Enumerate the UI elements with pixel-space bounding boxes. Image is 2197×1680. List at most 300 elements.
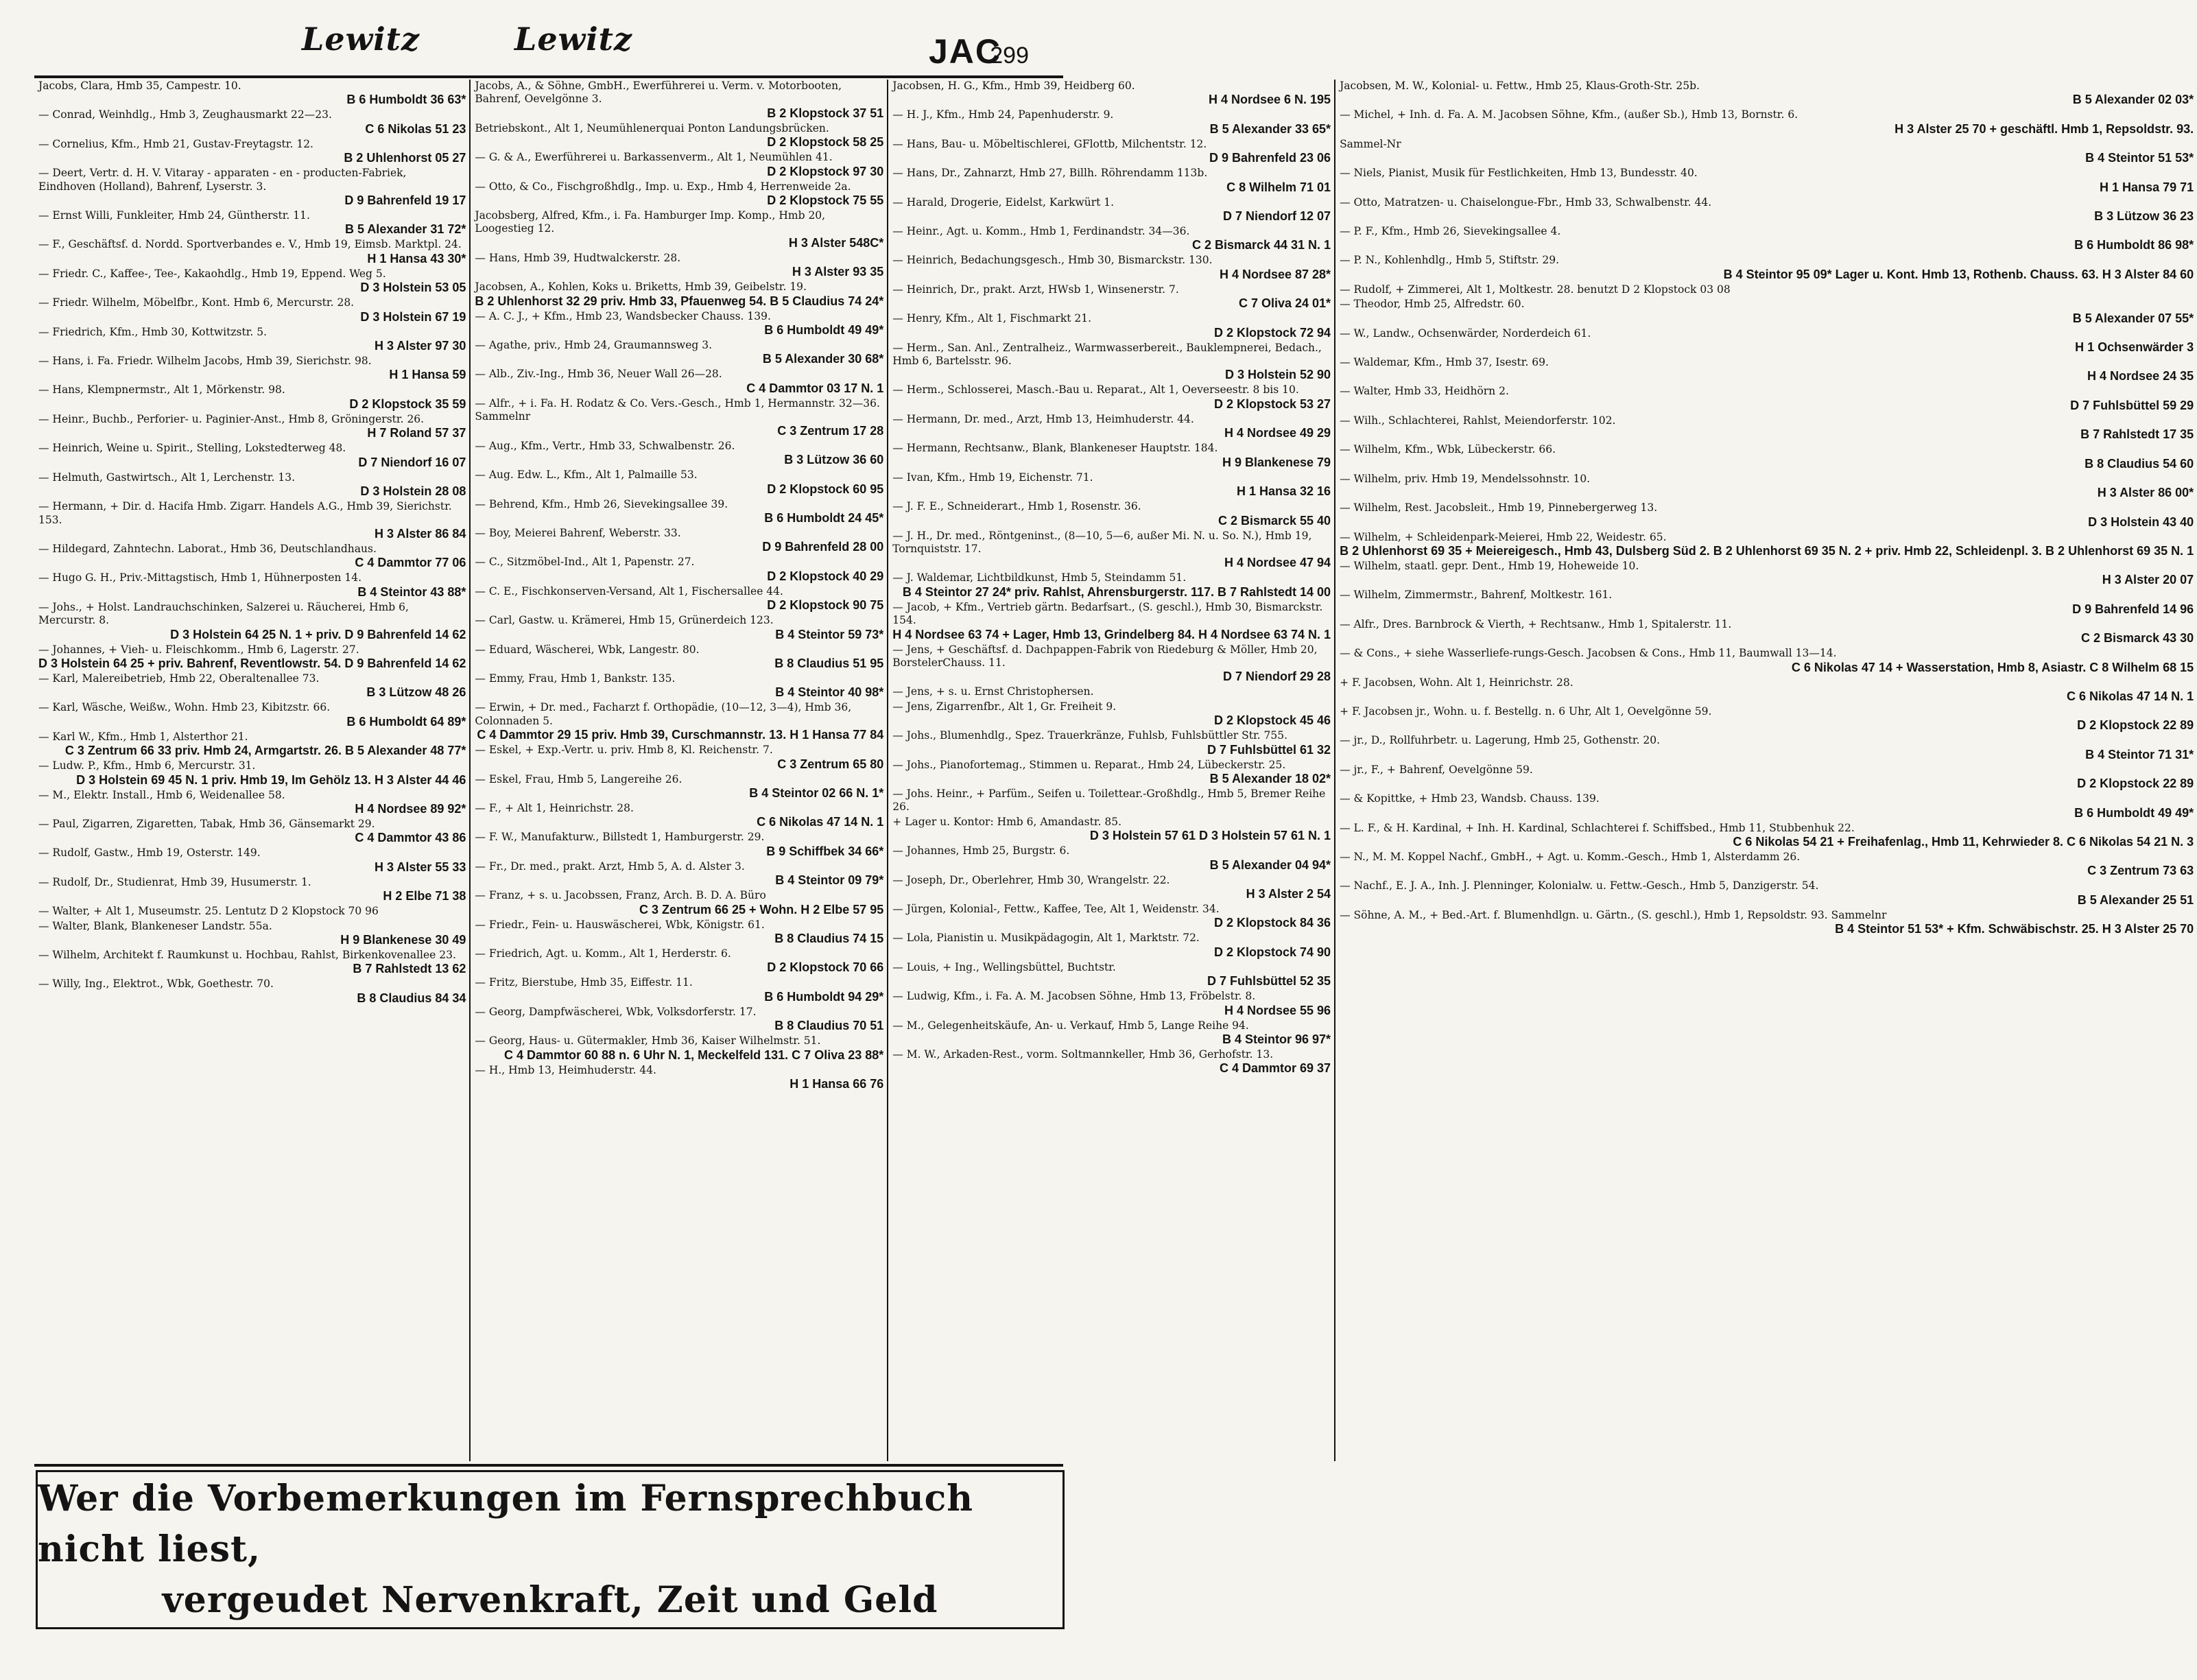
entry-text: + F. Jacobsen, Wohn. Alt 1, Heinrichstr. 28.	[1340, 676, 1573, 689]
directory-entry	[475, 1006, 883, 1033]
directory-column	[888, 80, 1335, 1461]
entry-text: — Walter, Blank, Blankeneser Landstr. 55a.	[38, 919, 272, 932]
phone-number: B 5 Alexander 31 72*	[344, 222, 466, 237]
directory-entry	[892, 342, 1331, 383]
section-code: JAC	[928, 32, 1001, 71]
directory-entry	[1340, 414, 2194, 442]
phone-number: B 5 Alexander 07 55*	[2072, 311, 2194, 325]
phone-number: C 4 Dammtor 69 37	[1219, 1061, 1331, 1076]
directory-entry	[38, 701, 466, 729]
phone-number: H 1 Ochsenwärder 3	[2075, 340, 2194, 355]
entry-text: — Johannes, Hmb 25, Burgstr. 6.	[892, 844, 1070, 857]
directory-entry	[475, 151, 883, 178]
directory-entry	[1340, 676, 2194, 704]
directory-entry	[475, 614, 883, 641]
phone-number: D 2 Klopstock 74 90	[1213, 945, 1331, 959]
phone-number: C 6 Nikolas 51 23	[365, 121, 466, 136]
directory-column	[471, 80, 888, 1461]
entry-text: — C., Sitzmöbel-Ind., Alt 1, Papenstr. 27.	[475, 556, 695, 569]
phone-number: D 3 Holstein 64 25 + priv. Bahrenf, Reventlowstr. 54. D 9 Bahrenfeld 14 62	[38, 656, 466, 670]
directory-entry	[38, 355, 466, 382]
phone-number: H 1 Hansa 32 16	[1236, 484, 1331, 499]
directory-entry	[38, 920, 466, 947]
phone-number: D 3 Holstein 28 08	[360, 484, 466, 499]
entry-text: — H. J., Kfm., Hmb 24, Papenhuderstr. 9.	[892, 108, 1114, 121]
directory-entry	[1340, 879, 2194, 907]
directory-entry	[892, 700, 1331, 728]
entry-text: — Heinr., Agt. u. Komm., Hmb 1, Ferdinandstr. 34—36.	[892, 225, 1190, 238]
entry-text: — Hans, i. Fa. Friedr. Wilhelm Jacobs, Hmb 39, Sierichstr. 98.	[38, 355, 372, 368]
entry-text: — Johs., Pianofortemag., Stimmen u. Reparat., Hmb 24, Lübeckerstr. 25.	[892, 758, 1286, 771]
entry-text: — Wilhelm, Architekt f. Raumkunst u. Hochbau, Rahlst, Birkenkovenallee 23.	[38, 949, 456, 961]
phone-number: D 2 Klopstock 22 89	[2077, 718, 2194, 733]
directory-entry	[892, 254, 1331, 281]
directory-entry	[38, 759, 466, 787]
phone-number: H 4 Nordsee 24 35	[2087, 369, 2194, 383]
entry-text: — Friedr., Fein- u. Hauswäscherei, Wbk, Königstr. 61.	[475, 918, 765, 931]
phone-number: B 6 Humboldt 94 29*	[764, 989, 884, 1004]
entry-text: Jacobsen, M. W., Kolonial- u. Fettw., Hmb 25, Klaus-Groth-Str. 25b.	[1340, 80, 1700, 92]
entry-text: — Friedrich, Agt. u. Komm., Alt 1, Herderstr. 6.	[475, 947, 731, 960]
directory-entry	[475, 252, 883, 279]
directory-entry	[892, 759, 1331, 786]
directory-entry	[892, 1019, 1331, 1047]
entry-text: — Niels, Pianist, Musik für Festlichkeiten, Hmb 13, Bundesstr. 40.	[1340, 167, 1698, 180]
entry-text: — Eskel, + Exp.-Vertr. u. priv. Hmb 8, Kl. Reichenstr. 7.	[475, 744, 773, 757]
entry-text: — Hans, Klempnermstr., Alt 1, Mörkenstr. 98.	[38, 383, 285, 397]
phone-number: B 3 Lützow 36 60	[784, 453, 884, 467]
directory-entry	[475, 498, 883, 525]
phone-number: B 8 Claudius 84 34	[357, 991, 466, 1005]
directory-entry	[38, 383, 466, 411]
entry-text: — Karl, Wäsche, Weißw., Wohn. Hmb 23, Kibitzstr. 66.	[38, 701, 331, 714]
directory-entry	[38, 601, 466, 642]
directory-entry	[892, 788, 1331, 814]
entry-text: — Boy, Meierei Bahrenf, Weberstr. 33.	[475, 526, 681, 539]
phone-number: B 8 Claudius 70 51	[774, 1019, 884, 1033]
directory-entry	[38, 978, 466, 1005]
directory-column	[1335, 80, 2197, 1461]
directory-entry	[892, 874, 1331, 901]
directory-entry	[475, 672, 883, 700]
directory-entry	[38, 500, 466, 541]
entry-text: — Hans, Hmb 39, Hudtwalckerstr. 28.	[475, 251, 681, 264]
entry-text: — Wilhelm, Kfm., Wbk, Lübeckerstr. 66.	[1340, 443, 1556, 456]
entry-text: — Hermann, Rechtsanw., Blank, Blankeneser Hauptstr. 184.	[892, 442, 1218, 455]
directory-entry	[892, 844, 1331, 872]
phone-number: B 4 Steintor 96 97*	[1222, 1032, 1331, 1047]
entry-text: — & Kopittke, + Hmb 23, Wandsb. Chauss. 139.	[1340, 792, 1600, 805]
phone-number: D 3 Holstein 52 90	[1224, 368, 1331, 382]
directory-entry	[38, 643, 466, 671]
phone-number: B 4 Steintor 71 31*	[2085, 747, 2194, 761]
phone-number: H 3 Alster 55 33	[374, 860, 466, 874]
phone-number: B 6 Humboldt 49 49*	[2074, 805, 2194, 820]
phone-number: D 3 Holstein 64 25 N. 1 + priv. D 9 Bahrenfeld 14 62	[170, 627, 466, 641]
phone-number: H 3 Alster 97 30	[374, 339, 466, 353]
phone-number: D 2 Klopstock 90 75	[767, 598, 884, 613]
phone-number: D 3 Holstein 67 19	[360, 309, 466, 324]
entry-text: — Ernst Willi, Funkleiter, Hmb 24, Güntherstr. 11.	[38, 209, 310, 222]
phone-number: C 7 Oliva 24 01*	[1238, 296, 1331, 311]
entry-text: — Ivan, Kfm., Hmb 19, Eichenstr. 71.	[892, 471, 1093, 484]
directory-columns	[34, 80, 2194, 1461]
entry-text: — Karl, Malereibetrieb, Hmb 22, Oberaltenallee 73.	[38, 672, 320, 685]
directory-entry	[892, 903, 1331, 930]
entry-text: — Johannes, + Vieh- u. Fleischkomm., Hmb 6, Lagerstr. 27.	[38, 643, 359, 656]
entry-text: — J. Waldemar, Lichtbildkunst, Hmb 5, Steindamm 51.	[892, 571, 1187, 584]
entry-text: — Waldemar, Kfm., Hmb 37, Isestr. 69.	[1340, 356, 1549, 369]
directory-entry	[38, 138, 466, 165]
phone-number: B 4 Steintor 27 24* priv. Rahlst, Ahrensburgerstr. 117. B 7 Rahlstedt 14 00	[902, 584, 1331, 599]
entry-text: — Willy, Ing., Elektrot., Wbk, Goethestr. 70.	[38, 978, 274, 991]
phone-number: D 7 Fuhlsbüttel 59 29	[2070, 398, 2194, 412]
phone-number: B 6 Humboldt 36 63*	[346, 93, 466, 107]
directory-entry	[892, 500, 1331, 528]
entry-text: — M., Gelegenheitskäufe, An- u. Verkauf, Hmb 5, Lange Reihe 94.	[892, 1019, 1249, 1032]
entry-text: Jacobsen, A., Kohlen, Koks u. Briketts, Hmb 39, Geibelstr. 19.	[475, 281, 807, 294]
notice-line-1: Wer die Vorbemerkungen im Fernsprechbuch nicht liest,	[38, 1478, 974, 1570]
directory-entry	[892, 413, 1331, 440]
directory-entry	[892, 530, 1331, 571]
directory-entry	[475, 339, 883, 366]
directory-entry	[475, 919, 883, 946]
entry-text: — Rudolf, Gastw., Hmb 19, Osterstr. 149.	[38, 847, 261, 860]
directory-entry	[892, 816, 1331, 843]
entry-text: — Eskel, Frau, Hmb 5, Langereihe 26.	[475, 772, 682, 785]
phone-number: B 4 Steintor 09 79*	[775, 873, 884, 888]
directory-entry	[892, 196, 1331, 224]
phone-number: C 2 Bismarck 55 40	[1218, 513, 1331, 528]
directory-entry	[475, 397, 883, 438]
entry-text: — Karl W., Kfm., Hmb 1, Alsterthor 21.	[38, 730, 248, 743]
phone-number: D 3 Holstein 69 45 N. 1 priv. Hmb 19, Im Gehölz 13. H 3 Alster 44 46	[76, 772, 466, 787]
phone-number: C 3 Zentrum 73 63	[2087, 864, 2194, 878]
page-number: 299	[990, 43, 1029, 69]
phone-number: H 4 Nordsee 55 96	[1224, 1003, 1331, 1017]
phone-number: D 7 Fuhlsbüttel 61 32	[1207, 742, 1331, 757]
phone-number: C 6 Nikolas 47 14 N. 1	[757, 815, 884, 829]
entry-text: + F. Jacobsen jr., Wohn. u. f. Bestellg. n. 6 Uhr, Alt 1, Oevelgönne 59.	[1340, 705, 1712, 718]
entry-text: — Hermann, Dr. med., Arzt, Hmb 13, Heimhuderstr. 44.	[892, 412, 1194, 425]
running-head-right: Lewitz	[514, 21, 633, 58]
entry-text: — Ludwig, Kfm., i. Fa. A. M. Jacobsen Söhne, Hmb 13, Fröbelstr. 8.	[892, 990, 1256, 1003]
phone-number: D 2 Klopstock 84 36	[1213, 916, 1331, 930]
entry-text: — Behrend, Kfm., Hmb 26, Sievekingsallee 39.	[475, 497, 728, 510]
entry-text: — Aug., Kfm., Vertr., Hmb 33, Schwalbenstr. 26.	[475, 439, 735, 452]
directory-entry	[1340, 764, 2194, 791]
entry-text: — Wilhelm, Zimmermstr., Bahrenf, Moltkestr. 161.	[1340, 589, 1613, 602]
directory-entry	[1340, 501, 2194, 529]
notice-box	[36, 1470, 1065, 1629]
entry-text: — Ludw. P., Kfm., Hmb 6, Mercurstr. 31.	[38, 759, 256, 772]
directory-entry	[892, 383, 1331, 411]
entry-text: — Hugo G. H., Priv.-Mittagstisch, Hmb 1, Hühnerposten 14.	[38, 571, 362, 584]
entry-text: — M. W., Arkaden-Rest., vorm. Soltmannkeller, Hmb 36, Gerhofstr. 13.	[892, 1048, 1274, 1061]
phone-number: B 4 Steintor 51 53*	[2085, 151, 2194, 165]
entry-text: — W., Landw., Ochsenwärder, Norderdeich 61.	[1340, 327, 1591, 340]
phone-number: B 6 Humboldt 49 49*	[764, 323, 884, 338]
phone-number: H 4 Nordsee 49 29	[1224, 426, 1331, 440]
directory-entry	[475, 701, 883, 742]
phone-number: H 7 Roland 57 37	[367, 426, 466, 440]
entry-text: — Georg, Dampfwäscherei, Wbk, Volksdorferstr. 17.	[475, 1005, 757, 1018]
directory-entry	[892, 471, 1331, 499]
entry-text: — Wilh., Schlachterei, Rahlst, Meiendorferstr. 102.	[1340, 414, 1616, 427]
directory-entry	[1340, 822, 2194, 849]
entry-text: — Otto, Matratzen- u. Chaiselongue-Fbr., Hmb 33, Schwalbenstr. 44.	[1340, 196, 1712, 209]
phone-number: H 3 Alster 20 07	[2102, 573, 2194, 587]
entry-text: — Harald, Drogerie, Eidelst, Karkwürt 1.	[892, 196, 1115, 209]
entry-text: — Heinrich, Dr., prakt. Arzt, HWsb 1, Winsenerstr. 7.	[892, 283, 1179, 296]
entry-text: — Johs., + Holst. Landrauchschinken, Salzerei u. Räucherei, Hmb 6, Mercurstr. 8.	[38, 600, 409, 627]
directory-entry	[475, 585, 883, 613]
phone-number: C 2 Bismarck 44 31 N. 1	[1191, 238, 1331, 252]
phone-number: D 2 Klopstock 35 59	[349, 397, 466, 411]
phone-number: D 2 Klopstock 75 55	[767, 193, 884, 208]
phone-number: H 4 Nordsee 87 28*	[1219, 267, 1331, 281]
entry-text: — Franz, + s. u. Jacobssen, Franz, Arch. B. D. A. Büro	[475, 889, 766, 902]
directory-entry	[892, 80, 1331, 107]
entry-text: — Wilhelm, priv. Hmb 19, Mendelssohnstr. 10.	[1340, 472, 1591, 485]
phone-number: B 4 Steintor 59 73*	[775, 627, 884, 641]
entry-text: Jacobsen, H. G., Kfm., Hmb 39, Heidberg 60.	[892, 80, 1135, 92]
entry-text: — A. C. J., + Kfm., Hmb 23, Wandsbecker Chauss. 139.	[475, 309, 771, 322]
entry-text: — Heinrich, Weine u. Spirit., Stelling, Lokstedterweg 48.	[38, 442, 346, 455]
phone-number: D 9 Bahrenfeld 19 17	[344, 193, 466, 208]
directory-entry	[475, 947, 883, 975]
phone-number: C 3 Zentrum 65 80	[777, 757, 884, 771]
phone-number: B 8 Claudius 54 60	[2085, 456, 2194, 471]
directory-entry	[1340, 560, 2194, 587]
directory-entry	[892, 729, 1331, 757]
phone-number: H 3 Alster 93 35	[792, 265, 884, 279]
entry-text: — Theodor, Hmb 25, Alfredstr. 60.	[1340, 298, 1525, 311]
entry-text: — Rudolf, + Zimmerei, Alt 1, Moltkestr. 28. benutzt D 2 Klopstock 03 08	[1340, 283, 1731, 296]
directory-entry	[1340, 108, 2194, 136]
directory-entry	[475, 310, 883, 338]
phone-number: C 6 Nikolas 54 21 + Freihafenlag., Hmb 11, Kehrwieder 8. C 6 Nikolas 54 21 N. 3	[1733, 834, 2194, 849]
entry-text: — Herm., San. Anl., Zentralheiz., Warmwasserbereit., Bauklempnerei, Bedach., Hmb 6, Bartelsstr. 96.	[892, 341, 1322, 368]
entry-text: — Paul, Zigarren, Zigaretten, Tabak, Hmb 36, Gänsemarkt 29.	[38, 817, 375, 830]
phone-number: B 2 Uhlenhorst 05 27	[344, 151, 466, 165]
phone-number: D 7 Niendorf 16 07	[358, 455, 466, 469]
phone-number: D 2 Klopstock 58 25	[767, 135, 884, 150]
entry-text: — Jens, Zigarrenfbr., Alt 1, Gr. Freiheit 9.	[892, 700, 1117, 713]
entry-text: — Wilhelm, staatl. gepr. Dent., Hmb 19, Hoheweide 10.	[1340, 559, 1639, 572]
entry-text: — Lola, Pianistin u. Musikpädagogin, Alt 1, Marktstr. 72.	[892, 932, 1200, 945]
entry-text: — Nachf., E. J. A., Inh. J. Plenninger, Kolonialw. u. Fettw.-Gesch., Hmb 5, Danzigerstr. 54.	[1340, 879, 1819, 892]
directory-entry	[1340, 792, 2194, 820]
entry-text: — L. F., & H. Kardinal, + Inh. H. Kardinal, Schlachterei f. Schiffsbed., Hmb 11, Stubbenhuk 22.	[1340, 821, 1855, 834]
phone-number: H 3 Alster 25 70 + geschäftl. Hmb 1, Repsoldstr. 93.	[1895, 121, 2194, 136]
phone-number: D 9 Bahrenfeld 28 00	[762, 540, 884, 554]
entry-text: — C. E., Fischkonserven-Versand, Alt 1, Fischersallee 44.	[475, 584, 783, 598]
directory-entry	[38, 543, 466, 570]
directory-entry	[1340, 734, 2194, 761]
directory-entry	[38, 876, 466, 903]
directory-entry	[1340, 618, 2194, 646]
entry-text: — Heinr., Buchb., Perforier- u. Paginier-Anst., Hmb 8, Gröningerstr. 26.	[38, 412, 425, 425]
directory-entry	[1340, 254, 2194, 281]
directory-entry	[1340, 705, 2194, 733]
phone-number: D 7 Niendorf 29 28	[1223, 670, 1331, 684]
directory-entry	[38, 789, 466, 816]
entry-text: Sammel-Nr	[1340, 137, 1401, 150]
directory-entry	[38, 818, 466, 845]
directory-entry	[475, 643, 883, 671]
phone-number: C 2 Bismarck 43 30	[2081, 631, 2194, 646]
phone-number: B 4 Steintor 43 88*	[357, 584, 466, 599]
entry-text: — Michel, + Inh. d. Fa. A. M. Jacobsen Söhne, Kfm., (außer Sb.), Hmb 13, Bornstr. 6.	[1340, 108, 1798, 121]
phone-number: B 5 Alexander 18 02*	[1209, 771, 1331, 785]
entry-text: Jacobsberg, Alfred, Kfm., i. Fa. Hamburger Imp. Komp., Hmb 20, Loogestieg 12.	[475, 209, 826, 235]
entry-text: — Helmuth, Gastwirtsch., Alt 1, Lerchenstr. 13.	[38, 471, 295, 484]
directory-entry	[38, 949, 466, 976]
directory-entry	[892, 167, 1331, 194]
directory-entry	[475, 744, 883, 771]
entry-text: — P. F., Kfm., Hmb 26, Sievekingsallee 4.	[1340, 225, 1561, 238]
directory-entry	[1340, 225, 2194, 252]
directory-entry	[892, 601, 1331, 642]
phone-number: B 3 Lützow 48 26	[366, 685, 466, 700]
phone-number: B 4 Steintor 95 09* Lager u. Kont. Hmb 13, Rothenb. Chauss. 63. H 3 Alster 84 60	[1723, 267, 2194, 281]
entry-text: — Friedr. C., Kaffee-, Tee-, Kakaohdlg., Hmb 19, Eppend. Weg 5.	[38, 267, 386, 280]
phone-number: D 3 Holstein 43 40	[2088, 514, 2194, 529]
entry-text: — Hans, Dr., Zahnarzt, Hmb 27, Billh. Röhrendamm 113b.	[892, 167, 1208, 180]
phone-number: B 8 Claudius 51 95	[774, 656, 884, 670]
entry-text: — N., M. M. Koppel Nachf., GmbH., + Agt. u. Komm.-Gesch., Hmb 1, Alsterdamm 26.	[1340, 850, 1801, 863]
directory-entry	[1340, 327, 2194, 355]
entry-text: — Hildegard, Zahntechn. Laborat., Hmb 36, Deutschlandhaus.	[38, 542, 377, 555]
phone-number: H 9 Blankenese 79	[1222, 455, 1331, 469]
directory-entry	[892, 138, 1331, 165]
entry-text: — Walter, + Alt 1, Museumstr. 25. Lentutz D 2 Klopstock 70 96	[38, 905, 379, 918]
directory-entry	[38, 442, 466, 469]
directory-entry	[475, 80, 883, 121]
phone-number: D 3 Holstein 53 05	[360, 281, 466, 295]
phone-number: H 3 Alster 548C*	[788, 235, 884, 250]
phone-number: D 7 Fuhlsbüttel 52 35	[1207, 974, 1331, 989]
entry-text: — jr., F., + Bahrenf, Oevelgönne 59.	[1340, 763, 1533, 776]
entry-text: — Aug. Edw. L., Kfm., Alt 1, Palmaille 53.	[475, 469, 698, 482]
entry-text: — J. F. E., Schneiderart., Hmb 1, Rosenstr. 36.	[892, 500, 1141, 513]
entry-text: — Herm., Schlosserei, Masch.-Bau u. Reparat., Alt 1, Oeverseestr. 8 bis 10.	[892, 383, 1299, 397]
phone-number: D 7 Niendorf 12 07	[1223, 209, 1331, 224]
phone-number: H 9 Blankenese 30 49	[340, 933, 466, 947]
entry-text: — jr., D., Rollfuhrbetr. u. Lagerung, Hmb 25, Gothenstr. 20.	[1340, 734, 1661, 747]
phone-number: H 3 Alster 2 54	[1246, 887, 1331, 901]
directory-entry	[1340, 851, 2194, 878]
phone-number: D 9 Bahrenfeld 14 96	[2072, 602, 2194, 616]
directory-entry	[38, 167, 466, 208]
phone-number: C 3 Zentrum 17 28	[777, 423, 884, 438]
directory-entry	[475, 122, 883, 150]
directory-entry	[475, 209, 883, 250]
entry-text: — Joseph, Dr., Oberlehrer, Hmb 30, Wrangelstr. 22.	[892, 873, 1170, 886]
entry-text: — Jürgen, Kolonial-, Fettw., Kaffee, Tee, Alt 1, Weidenstr. 34.	[892, 903, 1220, 915]
entry-text: — Jacob, + Kfm., Vertrieb gärtn. Bedarfsart., (S. geschl.), Hmb 30, Bismarckstr. 154.	[892, 600, 1323, 627]
directory-entry	[1340, 531, 2194, 558]
phone-number: C 4 Dammtor 29 15 priv. Hmb 39, Curschmannstr. 13. H 1 Hansa 77 84	[477, 728, 884, 742]
phone-number: D 2 Klopstock 40 29	[767, 569, 884, 583]
entry-text: — P. N., Kohlenhdlg., Hmb 5, Stiftstr. 29.	[1340, 254, 1560, 267]
entry-text: Betriebskont., Alt 1, Neumühlenerquai Ponton Landungsbrücken.	[475, 121, 829, 134]
directory-entry	[38, 268, 466, 295]
entry-text: Jacobs, Clara, Hmb 35, Campestr. 10.	[38, 80, 241, 92]
entry-text: — Heinrich, Bedachungsgesch., Hmb 30, Bismarckstr. 130.	[892, 254, 1213, 267]
directory-entry	[1340, 138, 2194, 165]
phone-number: D 3 Holstein 57 61 D 3 Holstein 57 61 N. 1	[1089, 829, 1331, 843]
phone-number: B 5 Alexander 33 65*	[1209, 121, 1331, 136]
phone-number: H 4 Nordsee 89 92*	[355, 801, 466, 816]
directory-entry	[38, 108, 466, 136]
entry-text: — Louis, + Ing., Wellingsbüttel, Buchtstr.	[892, 960, 1116, 973]
entry-text: — Jens, + s. u. Ernst Christophersen.	[892, 685, 1094, 698]
phone-number: B 6 Humboldt 64 89*	[346, 714, 466, 729]
entry-text: — Wilhelm, + Schleidenpark-Meierei, Hmb 22, Weidestr. 65.	[1340, 530, 1667, 543]
directory-entry	[38, 209, 466, 237]
phone-number: H 1 Hansa 43 30*	[367, 251, 466, 265]
entry-text: — & Cons., + siehe Wasserliefe-rungs-Gesch. Jacobsen & Cons., Hmb 11, Baumwall 13—14.	[1340, 647, 1837, 660]
entry-text: — Walter, Hmb 33, Heidhörn 2.	[1340, 385, 1509, 398]
directory-entry	[475, 831, 883, 858]
directory-entry	[1340, 443, 2194, 471]
directory-entry	[1340, 385, 2194, 412]
entry-text: — Carl, Gastw. u. Krämerei, Hmb 15, Grünerdeich 123.	[475, 614, 774, 627]
entry-text: — Johs., Blumenhdlg., Spez. Trauerkränze, Fuhlsb, Fuhlsbüttler Str. 755.	[892, 729, 1288, 742]
directory-entry	[475, 1064, 883, 1091]
entry-text: — Henry, Kfm., Alt 1, Fischmarkt 21.	[892, 312, 1092, 325]
phone-number: H 2 Elbe 71 38	[383, 889, 466, 903]
entry-text: Jacobs, A., & Söhne, GmbH., Ewerführerei u. Verm. v. Motorbooten, Bahrenf, Oevelgönne 3.	[475, 80, 842, 106]
phone-number: C 6 Nikolas 47 14 + Wasserstation, Hmb 8, Asiastr. C 8 Wilhelm 68 15	[1791, 660, 2194, 674]
entry-text: — Jens, + Geschäftsf. d. Dachpappen-Fabrik von Riedeburg & Möller, Hmb 20, BorstelerChauss. 11.	[892, 643, 1318, 669]
directory-entry	[475, 368, 883, 395]
directory-entry	[1340, 196, 2194, 224]
directory-entry	[1340, 80, 2194, 107]
entry-text: — Alfr., Dres. Barnbrock & Vierth, + Rechtsanw., Hmb 1, Spitalerstr. 11.	[1340, 617, 1732, 630]
directory-entry	[475, 1034, 883, 1062]
entry-text: — J. H., Dr. med., Röntgeninst., (8—10, 5—6, außer Mi. N. u. So. N.), Hmb 19, Tornquiststr. 17.	[892, 529, 1312, 555]
phone-number: H 1 Hansa 66 76	[789, 1077, 884, 1091]
entry-text: — F., + Alt 1, Heinrichstr. 28.	[475, 801, 634, 814]
directory-entry	[1340, 356, 2194, 383]
directory-entry	[892, 312, 1331, 340]
directory-entry	[1340, 909, 2194, 936]
phone-number: C 4 Dammtor 43 86	[355, 831, 466, 845]
directory-entry	[1340, 298, 2194, 325]
directory-entry	[892, 442, 1331, 469]
entry-text: — Erwin, + Dr. med., Facharzt f. Orthopädie, (10—12, 3—4), Hmb 36, Colonnaden 5.	[475, 701, 852, 727]
entry-text: — Hans, Bau- u. Möbeltischlerei, GFlottb, Milchentstr. 12.	[892, 137, 1207, 150]
entry-text: — Fritz, Bierstube, Hmb 35, Eiffestr. 11.	[475, 976, 693, 989]
entry-text: — Fr., Dr. med., prakt. Arzt, Hmb 5, A. d. Alster 3.	[475, 860, 745, 873]
entry-text: — Hermann, + Dir. d. Hacifa Hmb. Zigarr. Handels A.G., Hmb 39, Sierichstr. 153.	[38, 500, 452, 526]
directory-entry	[38, 413, 466, 440]
directory-entry	[475, 889, 883, 916]
entry-text: — Georg, Haus- u. Gütermakler, Hmb 36, Kaiser Wilhelmstr. 51.	[475, 1034, 821, 1048]
directory-entry	[38, 672, 466, 700]
phone-number: C 4 Dammtor 03 17 N. 1	[746, 381, 884, 395]
running-head-left: Lewitz	[302, 21, 420, 58]
entry-text: — Cornelius, Kfm., Hmb 21, Gustav-Freytagstr. 12.	[38, 137, 313, 150]
entry-text: — F., Geschäftsf. d. Nordd. Sportverbandes e. V., Hmb 19, Eimsb. Marktpl. 24.	[38, 238, 462, 251]
phone-number: B 4 Steintor 40 98*	[775, 685, 884, 700]
phone-number: B 8 Claudius 74 15	[774, 932, 884, 945]
phone-number: H 4 Nordsee 63 74 + Lager, Hmb 13, Grindelberg 84. H 4 Nordsee 63 74 N. 1	[892, 627, 1331, 641]
entry-text: + Lager u. Kontor: Hmb 6, Amandastr. 85.	[892, 815, 1122, 828]
